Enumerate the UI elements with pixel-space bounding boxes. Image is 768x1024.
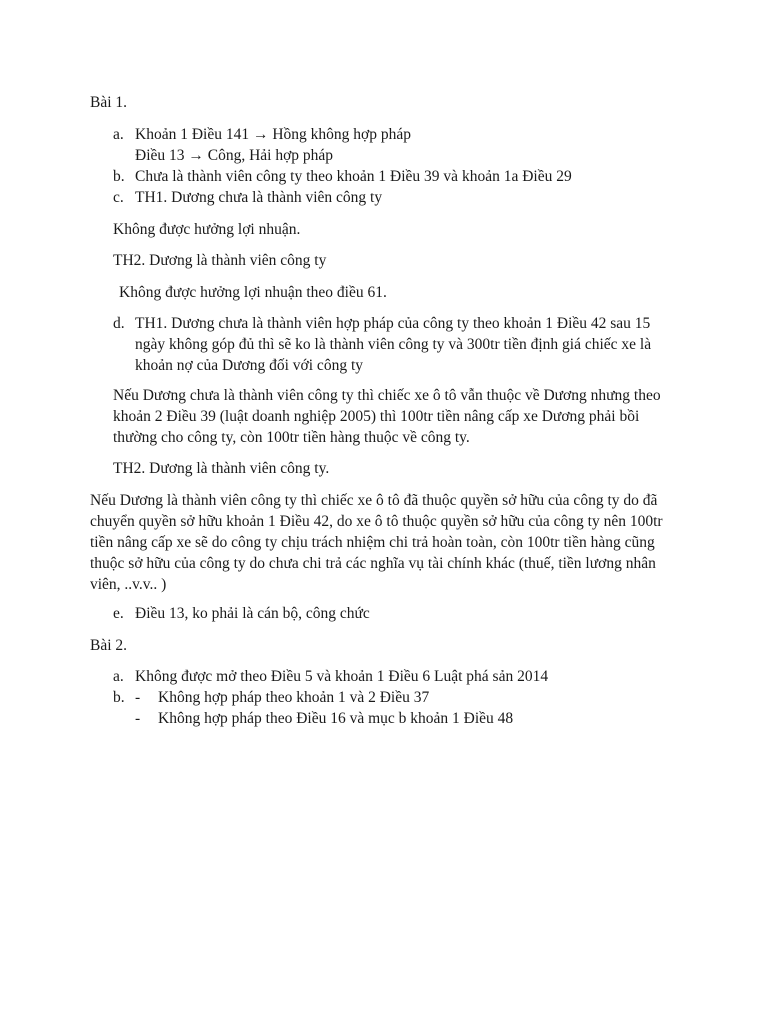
bai2-b-line2: Không hợp pháp theo Điều 16 và mục b khoản 1 Điều 48 — [158, 710, 514, 727]
bai1-c-text: TH1. Dương chưa là thành viên công ty — [135, 189, 383, 206]
bai1-c-label: c. — [113, 189, 124, 206]
bai1-b-text: Chưa là thành viên công ty theo khoản 1 Điều 39 và khoản 1a Điều 29 — [135, 168, 572, 185]
bai1-d-th2: TH2. Dương là thành viên công ty. — [113, 460, 330, 477]
bai1-c-paragraph2: Không được hưởng lợi nhuận theo điều 61. — [119, 284, 387, 301]
bai2-title: Bài 2. — [90, 637, 128, 654]
bai1-a-line1: Khoản 1 Điều 141 → Hồng không hợp pháp — [135, 126, 411, 143]
bai1-d-label: d. — [113, 315, 125, 332]
bai2-b-dash2: - — [135, 710, 141, 727]
bai2-a-text: Không được mở theo Điều 5 và khoản 1 Điều 6 Luật phá sản 2014 — [135, 668, 549, 685]
bai1-d-paragraph2: Nếu Dương là thành viên công ty thì chiếc xe ô tô đã thuộc quyền sở hữu của công ty do đã chuyển quyền sở hữu khoản 1 Điều 42, do xe ô tô thuộc quyền sở hữu của công ty nên 100tr tiền nâng cấp xe sẽ do công ty chịu trách nhiệm chi trả hoàn toàn, còn 100tr tiền hàng cũng thuộc sở hữu của công ty do chưa chi trả các nghĩa vụ tài chính khác (thuế, tiền lương nhân viên, ..v.v.. ) — [90, 492, 663, 593]
bai2-a-label: a. — [113, 668, 124, 685]
bai1-title: Bài 1. — [90, 94, 128, 111]
bai1-c-th2: TH2. Dương là thành viên công ty — [113, 252, 327, 269]
bai2-b-label: b. — [113, 689, 125, 706]
bai2-b-line1: Không hợp pháp theo khoản 1 và 2 Điều 37 — [158, 689, 430, 706]
bai1-e-label: e. — [113, 605, 124, 622]
bai1-c-paragraph1: Không được hưởng lợi nhuận. — [113, 221, 301, 238]
bai1-a-label: a. — [113, 126, 124, 143]
bai1-a-line2: Điều 13 → Công, Hải hợp pháp — [135, 147, 334, 164]
bai2-b-dash1: - — [135, 689, 141, 706]
bai1-d-text: TH1. Dương chưa là thành viên hợp pháp của công ty theo khoản 1 Điều 42 sau 15 ngày không góp đủ thì sẽ ko là thành viên công ty và 300tr tiền định giá chiếc xe là khoản nợ của Dương đối với công ty — [135, 315, 652, 374]
bai1-b-label: b. — [113, 168, 125, 185]
bai1-e-text: Điều 13, ko phải là cán bộ, công chức — [135, 605, 370, 622]
bai1-d-paragraph1: Nếu Dương chưa là thành viên công ty thì chiếc xe ô tô vẫn thuộc về Dương nhưng theo khoản 2 Điều 39 (luật doanh nghiệp 2005) thì 100tr tiền nâng cấp xe Dương phải bồi thường cho công ty, còn 100tr tiền hàng thuộc về công ty. — [113, 387, 661, 446]
